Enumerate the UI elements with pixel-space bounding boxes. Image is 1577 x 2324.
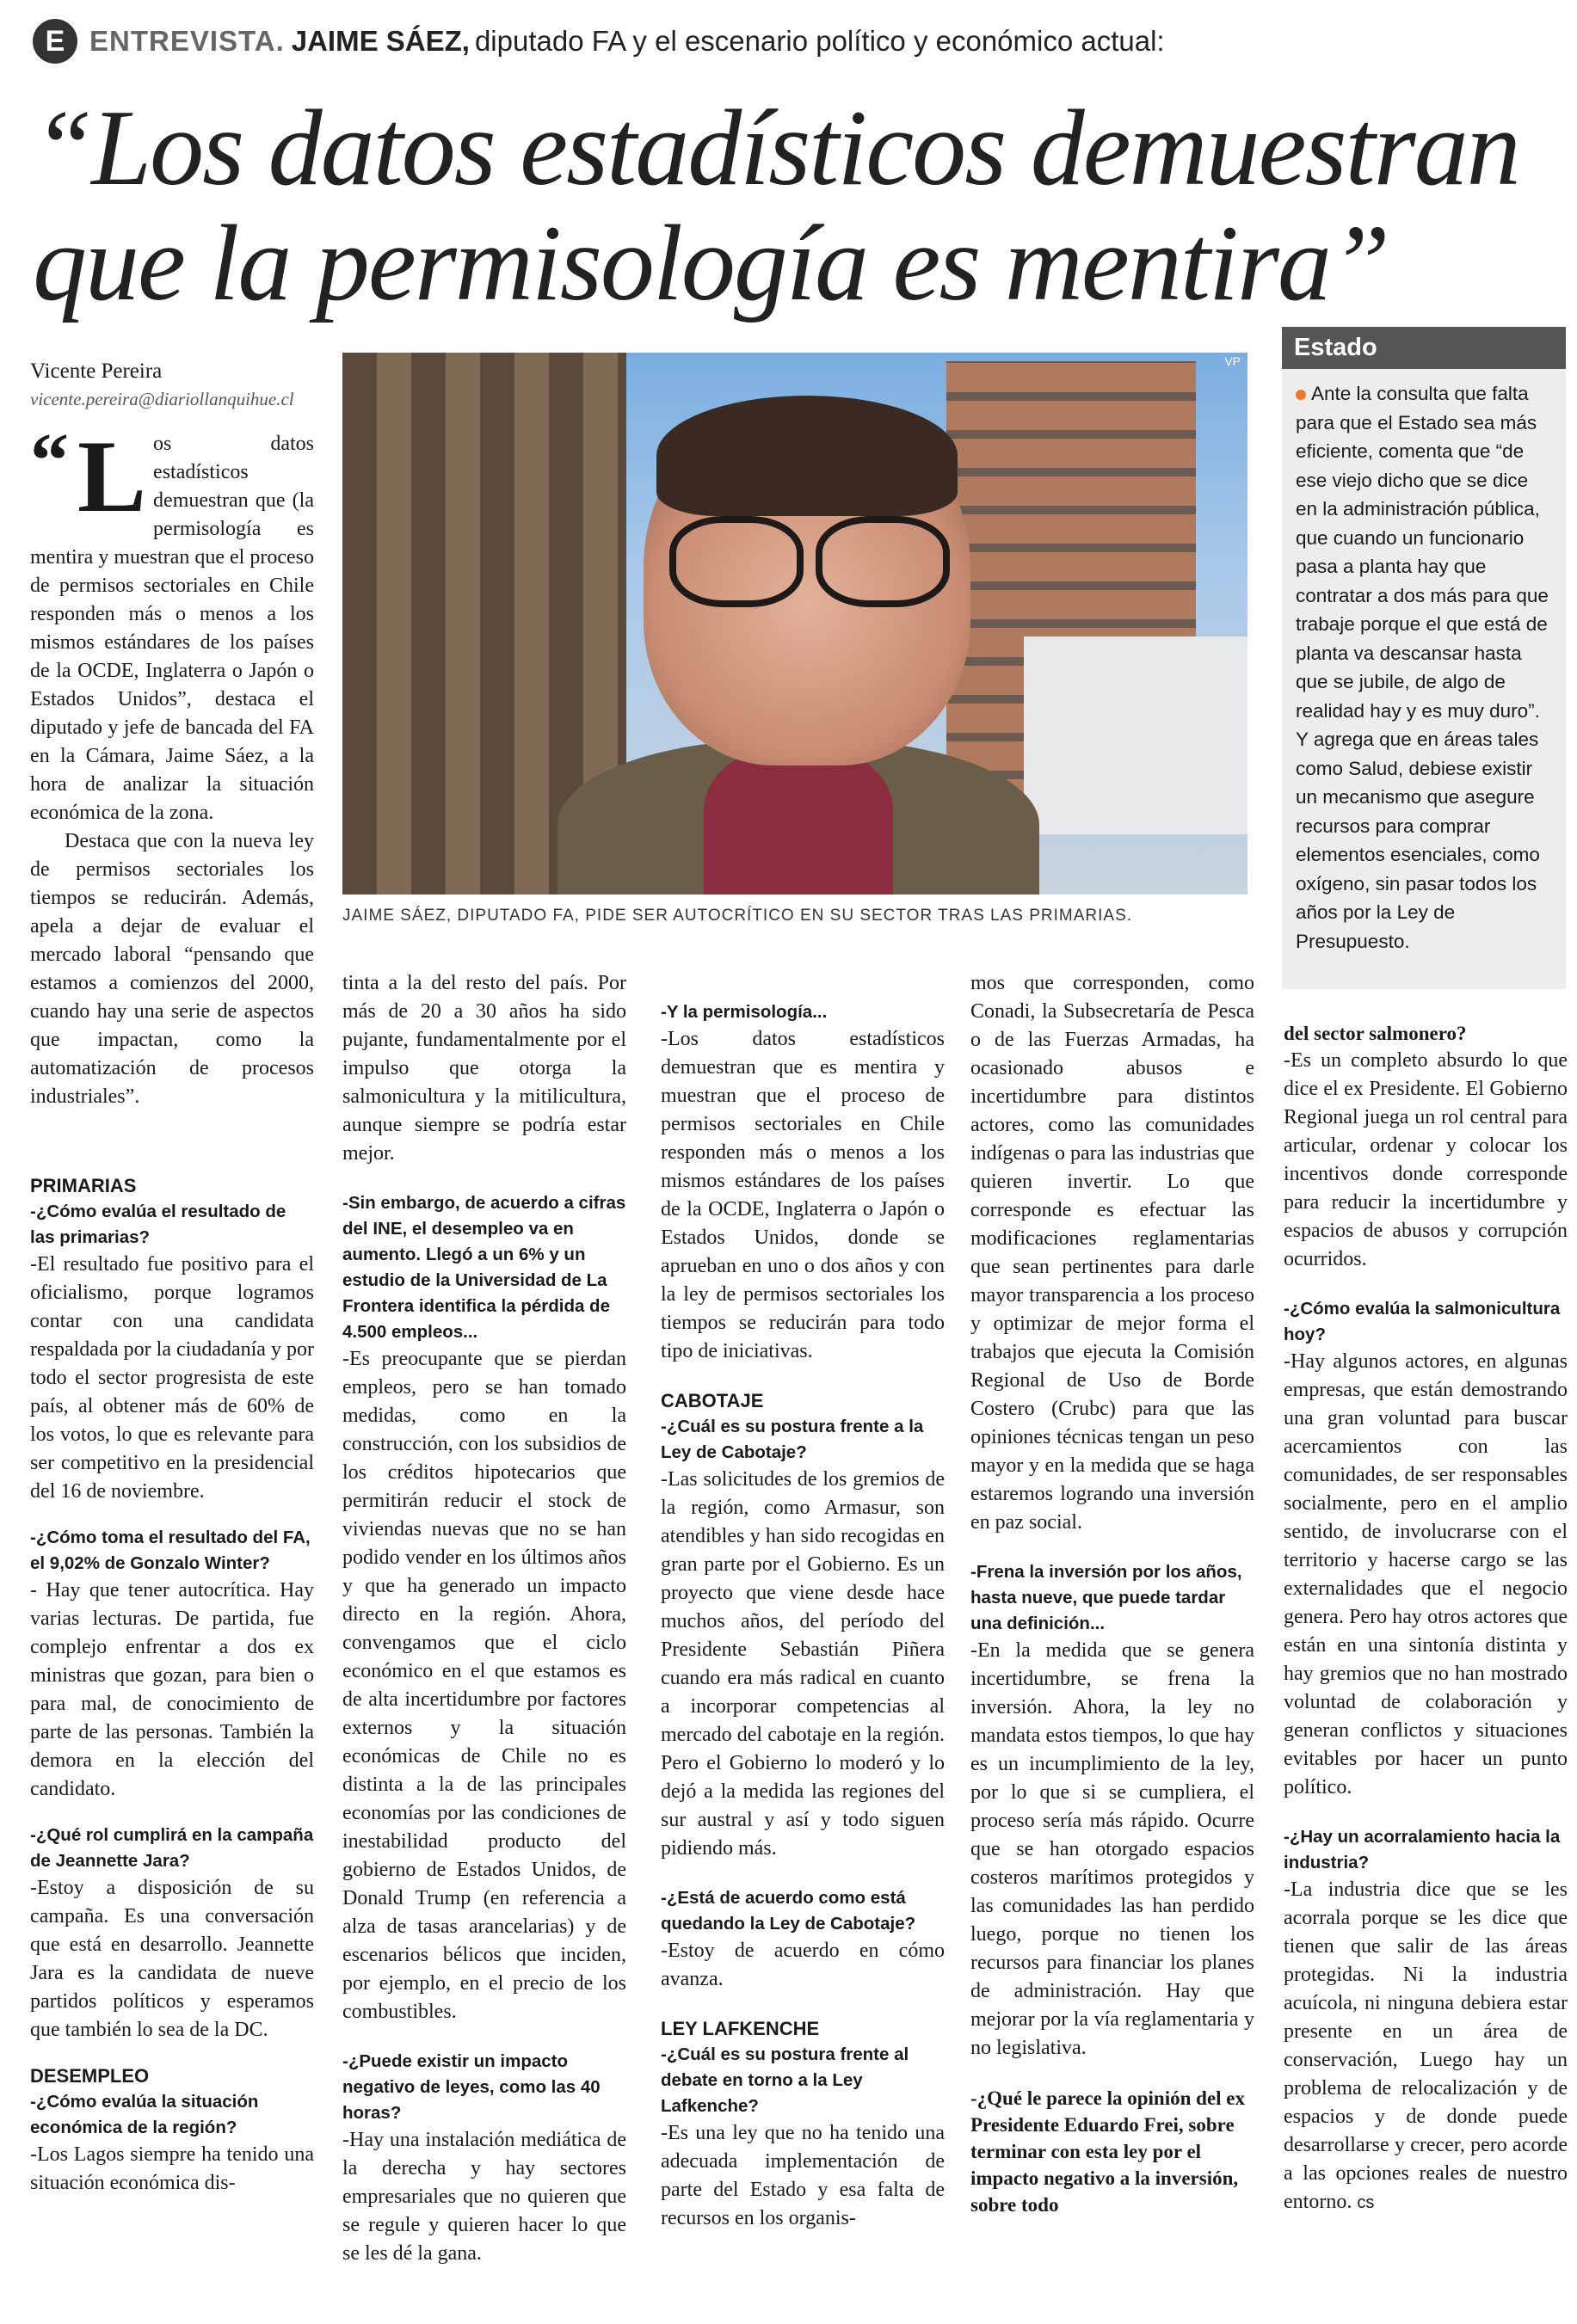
- intro-paragraph-2: Destaca que con la nueva ley de permisos sectoriales los tiempos se reducirán. Además, apela a dejar de evaluar el mercado laboral “pensando que estamos a comienzos del 2000, cuando hay una serie de aspectos que impactan, como la automatización de procesos industriales”.: [30, 830, 314, 1108]
- column-2: [342, 969, 626, 2268]
- section-label: ENTREVISTA.: [89, 25, 285, 57]
- sidebar-text-block: [1282, 369, 1566, 966]
- article-photo: [342, 353, 1247, 895]
- answer: -El resultado fue positivo para el oficialismo, porque logramos contar con una candidata respaldada por la ciudadanía y por todo el sector progresista de este país, al obtener más de 60% de los votos, lo que es relevante para ser competitivo en la presidencial del 16 de noviembre.: [30, 1253, 314, 1503]
- question: -Y la permisología...: [661, 1002, 828, 1022]
- kicker-name: JAIME SÁEZ,: [291, 25, 470, 57]
- kicker: [33, 15, 1165, 67]
- answer: -La industria dice que se les acorrala porque se les dice que tienen que salir de las áreas protegidas. Ni la industria acuícola, ni ninguna debiera estar presente en un área de conservación, Luego hay un problema de relocalización y de espacios y de donde puede desarrollarse y crecer, pero acorde a las opciones reales de nuestro entorno. cs: [1284, 1878, 1568, 2213]
- answer: -Estoy a disposición de su campaña. Es una conversación que está en desarrollo. Jeannette Jara es la candidata de nueve partidos políticos y esperamos que también lo sea de la DC.: [30, 1877, 314, 2041]
- headline: “Los datos estadísticos demuestran que la permisología es mentira”: [33, 89, 1519, 323]
- answer: -Es preocupante que se pierdan empleos, pero se han tomado medidas, como en la construcción, con los subsidios de los créditos hipotecarios que permitirán reducir el stock de viviendas nuevas que no se han podido vender en los últimos años y que ha generado un impacto directo en la región. Ahora, convengamos que el ciclo económico en el que estamos es de alta incertidumbre por factores externos y la situación económicas de Chile no es distinta a la de las principales economías por las condiciones de inestabilidad producto del gobierno de Estados Unidos, de Donald Trump (en referencia a alza de tasas arancelarias) y de escenarios bélicos que inciden, por ejemplo, en el precio de los combustibles.: [342, 1348, 626, 2023]
- photo-truck: [1024, 636, 1247, 834]
- answer: -En la medida que se genera incertidumbre, se frena la inversión. Ahora, la ley no mandata estos tiempos, lo que hay es un incumplimiento de la ley, por lo que si se cumpliera, el proceso sería más rápido. Ocurre que se han otorgado espacios costeros marítimos protegidos y las comunidades las han perdido luego, porque no tienen los recursos para financiar los planes de administración. Hay que mejorar por la vía reglamentaria y no legislativa.: [970, 1639, 1254, 2059]
- answer-continued: mos que corresponden, como Conadi, la Subsecretaría de Pesca o de las Fuerzas Armadas, ha ocasionado abusos e incertidumbre para distintos actores, como las comunidades indígenas o para las industrias que quieren invertir. Lo que corresponde es efectuar las modificaciones reglamentarias que sean pertinentes para darle mayor transparencia a los proceso y optimizar de mejor forma el trabajos que ejecuta la Comisión Regional de Uso de Borde Costero (Crubc) para que las opiniones técnicas tengan un peso mayor y en la medida que se haga estaremos logrando una inversión en paz social.: [970, 972, 1254, 1534]
- subhead-desempleo: DESEMPLEO: [30, 2065, 150, 2087]
- answer: -Es un completo absurdo lo que dice el ex Presidente. El Gobierno Regional juega un rol central para articular, ordenar y colocar los incentivos donde corresponde para reducir la incertidumbre y espacios de abusos y corrupción ocurridos.: [1284, 1049, 1568, 1270]
- subhead-cabotaje: CABOTAJE: [661, 1390, 764, 1411]
- article-intro: [30, 418, 314, 1111]
- bullet-dot-icon: [1296, 390, 1306, 400]
- column-3: [661, 999, 945, 2233]
- drop-cap: L: [77, 419, 147, 533]
- question: -¿Cómo evalúa la situación económica de la región?: [30, 2092, 259, 2137]
- subhead-lafkenche: LEY LAFKENCHE: [661, 2018, 820, 2039]
- byline: [30, 360, 294, 410]
- question: -¿Puede existir un impacto negativo de leyes, como las 40 horas?: [342, 2051, 601, 2123]
- answer: -Estoy de acuerdo en cómo avanza.: [661, 1940, 945, 1990]
- question: -¿Cómo toma el resultado del FA, el 9,02% de Gonzalo Winter?: [30, 1528, 311, 1573]
- question: -Sin embargo, de acuerdo a cifras del INE, el desempleo va en aumento. Llegó a un 6% y un estudio de la Universidad de La Frontera identifica la pérdida de 4.500 empleos...: [342, 1193, 626, 1342]
- question: -¿Cómo evalúa la salmonicultura hoy?: [1284, 1299, 1561, 1344]
- byline-email[interactable]: vicente.pereira@diariollanquihue.cl: [30, 389, 294, 409]
- drop-quote-mark: “: [30, 418, 69, 503]
- question: -¿Qué le parece la opinión del ex Presidente Eduardo Frei, sobre terminar con esta ley por el impacto negativo a la inversión, sobre todo: [970, 2087, 1246, 2216]
- question: -¿Cuál es su postura frente al debate en torno a la Ley Lafkenche?: [661, 2044, 909, 2116]
- question: -¿Cómo evalúa el resultado de las primarias?: [30, 1202, 286, 1247]
- intro-paragraph-1: “ L os datos estadísticos demuestran que (la permisología es mentira y muestran que el proceso de permisos sectoriales en Chile responden más o menos a los mismos estándares de los países de la OCDE, Inglaterra o Japón o Estados Unidos”, destaca el diputado y jefe de bancada del FA en la Cámara, Jaime Sáez, a la hora de analizar la situación económica de la zona.: [30, 418, 314, 824]
- photo-caption: JAIME SÁEZ, DIPUTADO FA, PIDE SER AUTOCRÍTICO EN SU SECTOR TRAS LAS PRIMARIAS.: [342, 907, 1133, 925]
- question-continued: del sector salmonero?: [1284, 1023, 1467, 1044]
- answer: - Hay que tener autocrítica. Hay varias lecturas. De partida, fue complejo enfrentar a dos ex ministras que gozan, para bien o para mal, de conocimiento de parte de las personas. También la demora en la elección del candidato.: [30, 1579, 314, 1800]
- question: -¿Está de acuerdo como está quedando la Ley de Cabotaje?: [661, 1888, 916, 1934]
- sidebar-title: Estado: [1282, 327, 1566, 369]
- subhead-primarias: PRIMARIAS: [30, 1175, 137, 1196]
- sidebar-box: [1282, 327, 1566, 989]
- answer: -Los Lagos siempre ha tenido una situación económica dis-: [30, 2143, 314, 2194]
- question: -¿Hay un acorralamiento hacia la industria?: [1284, 1827, 1561, 1872]
- column-1: [30, 1173, 314, 2198]
- question: -Frena la inversión por los años, hasta nueve, que puede tardar una definición...: [970, 1562, 1242, 1633]
- column-5: [1284, 1020, 1568, 2217]
- sidebar-text: Ante la consulta que falta para que el Estado sea más eficiente, comenta que “de ese viejo dicho que se dice en la administración pública, que cuando un funcionario pasa a planta hay que contratar a dos más para que trabaje porque el que está de planta va descansar hasta que se jubile, de algo de realidad hay y es muy duro”. Y agrega que en áreas tales como Salud, debiese existir un mecanismo que asegure recursos para comprar elementos esenciales, como oxígeno, sin pasar todos los años por la Ley de Presupuesto.: [1296, 383, 1549, 952]
- photo-shirt: [704, 748, 893, 895]
- photo-credit: VP: [1224, 354, 1241, 368]
- photo-glasses: [669, 516, 945, 602]
- answer: -Es una ley que no ha tenido una adecuada implementación de parte del Estado y esa falta de recursos en los organis-: [661, 2122, 945, 2229]
- photo-hair: [656, 396, 958, 516]
- kicker-description: diputado FA y el escenario político y económico actual:: [474, 25, 1165, 57]
- byline-author: Vicente Pereira: [30, 360, 163, 383]
- section-badge: E: [33, 19, 77, 64]
- column-4: [970, 969, 1254, 2218]
- answer: -Las solicitudes de los gremios de la región, como Armasur, son atendibles y han sido recogidas en gran parte por el Gobierno. Es un proyecto que viene desde hace muchos años, del período del Presidente Sebastián Piñera cuando era más radical en cuanto a incorporar competencias al mercado del cabotaje en la región. Pero el Gobierno lo moderó y lo dejó a la medida las regiones del sur austral y así y todo siguen pidiendo más.: [661, 1468, 945, 1860]
- answer: -Los datos estadísticos demuestran que es mentira y muestran que el proceso de permisos sectoriales en Chile responden más o menos a los mismos estándares de los países de la OCDE, Inglaterra o Japón o Estados Unidos, donde se aprueban en uno o dos años y con la ley de permisos sectoriales los tiempos se reducirán para todo tipo de iniciativas.: [661, 1028, 945, 1362]
- answer: -Hay algunos actores, en algunas empresas, que están demostrando una gran voluntad para buscar acercamientos con las comunidades, de ser responsables socialmente, pero en el amplio sentido, de involucrarse con el territorio y hacerse cargo se las externalidades que el negocio genera. Pero hay otros actores que están en una sintonía distinta y hay gremios que no han mostrado voluntad de colaboración y generan conflictos y situaciones evitables por hacer un punto político.: [1284, 1350, 1568, 1798]
- answer-continued: tinta a la del resto del país. Por más de 20 a 30 años ha sido pujante, fundamentalmente por el impulso que otorga la salmonicultura y la mitilicultura, aunque siempre se podría estar mejor.: [342, 972, 626, 1165]
- end-mark: cs: [1357, 2193, 1375, 2212]
- question: -¿Cuál es su postura frente a la Ley de Cabotaje?: [661, 1417, 924, 1462]
- answer: -Hay una instalación mediática de la derecha y hay sectores empresariales que no quieren que se regule y quieren hacer lo que se les dé la gana.: [342, 2129, 626, 2265]
- question: -¿Qué rol cumplirá en la campaña de Jeannette Jara?: [30, 1825, 314, 1871]
